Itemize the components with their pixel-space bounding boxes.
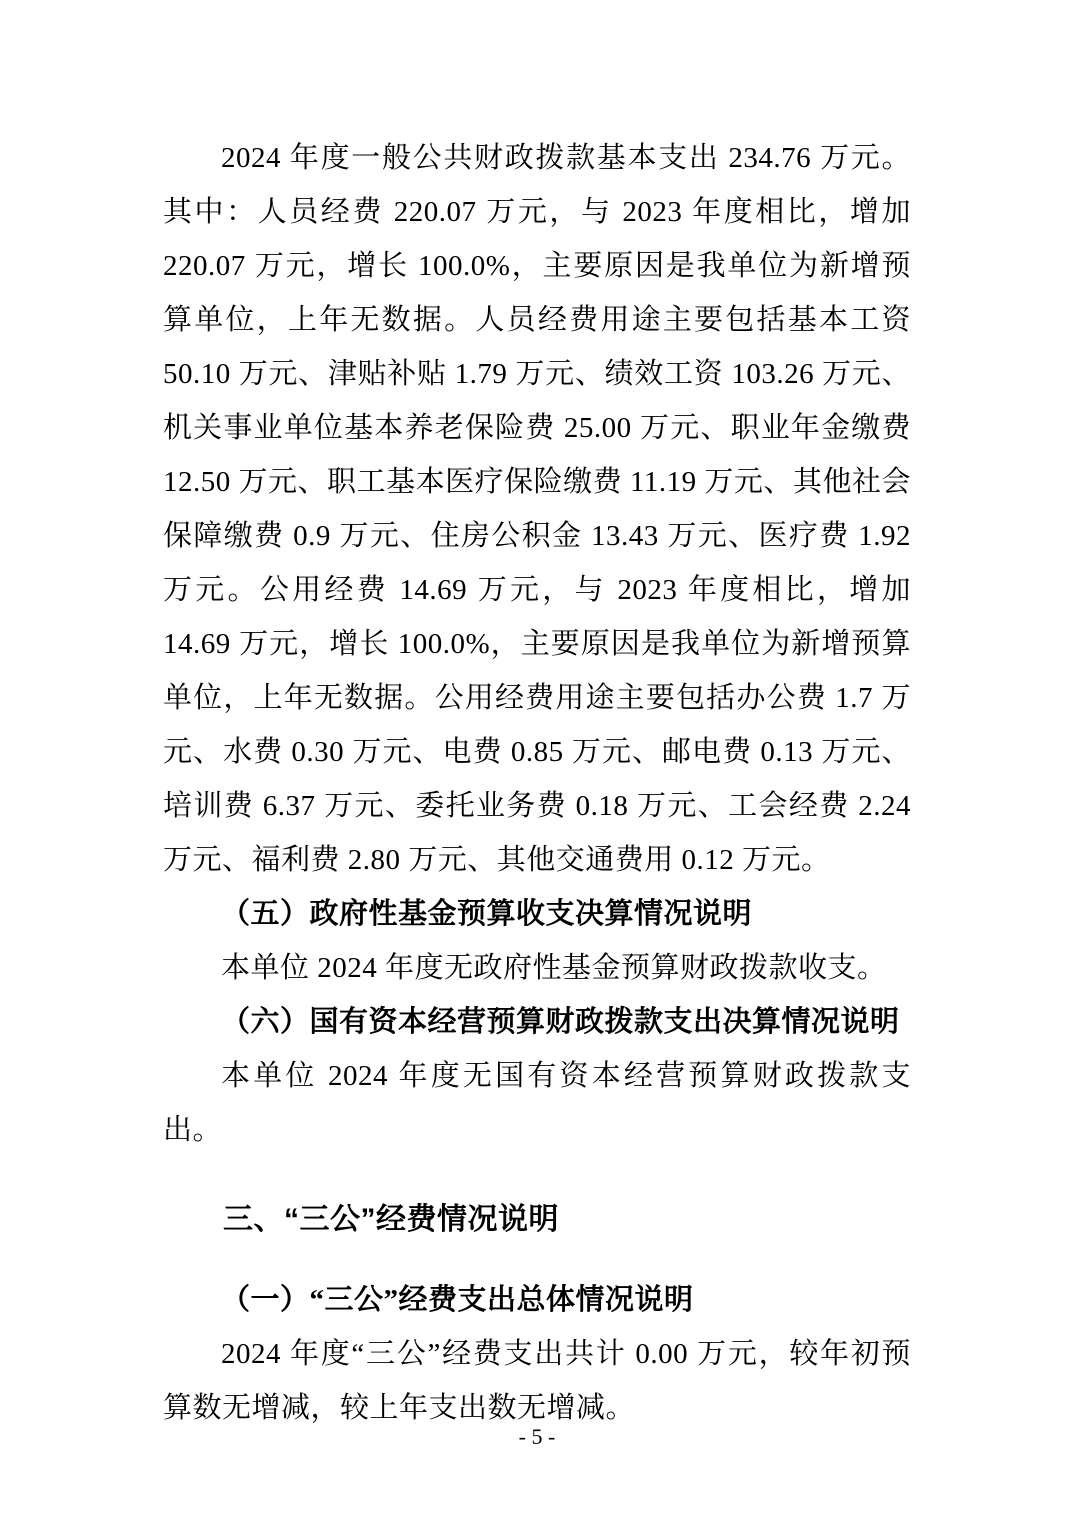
- paragraph-three-public-funds-total: 2024 年度“三公”经费支出共计 0.00 万元，较年初预算数无增减，较上年支出数无增减。: [163, 1338, 911, 1424]
- heading-section-5-gov-fund-budget: （五）政府性基金预算收支决算情况说明: [221, 898, 753, 930]
- heading-three-public-funds-overall: （一）“三公”经费支出总体情况说明: [221, 1284, 694, 1316]
- heading-part-3-three-public-funds: 三、“三公”经费情况说明: [223, 1203, 559, 1236]
- paragraph-state-capital-budget: 本单位 2024 年度无国有资本经营预算财政拨款支出。: [163, 1060, 911, 1146]
- page-number: - 5 -: [518, 1424, 556, 1449]
- paragraph-fiscal-basic-expenditure-detail: 2024 年度一般公共财政拨款基本支出 234.76 万元。其中：人员经费 220.07 万元，与 2023 年度相比，增加 220.07 万元，增长 100.0%，主要原因是我单位为新增预算单位，上年无数据。人员经费用途主要包括基本工资 50.10 万元、津贴补贴 1.79 万元、绩效工资 103.26 万元、机关事业单位基本养老保险费 25.00 万元、职业年金缴费 12.50 万元、职工基本医疗保险缴费 11.19 万元、其他社会保障缴费 0.9 万元、住房公积金 13.43 万元、医疗费 1.92 万元。公用经费 14.69 万元，与 2023 年度相比，增加 14.69 万元，增长 100.0%，主要原因是我单位为新增预算单位，上年无数据。公用经费用途主要包括办公费 1.7 万元、水费 0.30 万元、电费 0.85 万元、邮电费 0.13 万元、培训费 6.37 万元、委托业务费 0.18 万元、工会经费 2.24 万元、福利费 2.80 万元、其他交通费用 0.12 万元。: [163, 142, 911, 876]
- paragraph-gov-fund-budget: 本单位 2024 年度无政府性基金预算财政拨款收支。: [221, 952, 887, 984]
- heading-section-6-state-capital-budget: （六）国有资本经营预算财政拨款支出决算情况说明: [221, 1006, 900, 1038]
